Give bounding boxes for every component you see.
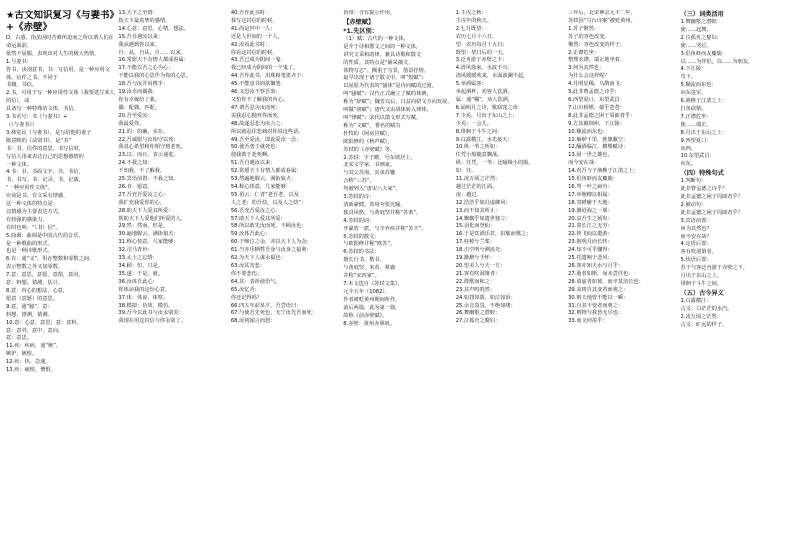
- text-line: 55.语云：仁者“老吾老，以及: [230, 191, 299, 198]
- text-line: 欧阳修的《秋声赋》，: [343, 138, 393, 145]
- text-column-6: [568, 10, 677, 554]
- text-line: 39.吾今以此书与汝永别矣：: [118, 310, 184, 317]
- text-line: 10.纵一苇之所如：: [455, 144, 501, 151]
- text-line: 语带：含有提示作用。: [343, 10, 396, 16]
- text-line: 2.被动句：: [680, 201, 707, 208]
- text-line: 5.举酒属客：: [455, 81, 487, 88]
- text-line: 料想，推测，猜测。: [6, 311, 53, 318]
- text-line: 5.曲调：曲调是中国古代的音乐，: [6, 232, 84, 239]
- text-line: 18.寄蜉蝣于天地：: [568, 199, 613, 206]
- text-line: 68.汝初闻言而怒：: [230, 318, 276, 325]
- text-line: 最早出现于诸子散文中，叫“短赋”；: [343, 75, 427, 82]
- text-column-3: [231, 10, 340, 554]
- text-line: 望：农历每月十五日；: [455, 41, 508, 48]
- text-line: 不知我，不了解我。: [118, 168, 166, 175]
- text-line: 与其父苏洵、其弟苏辙: [343, 170, 396, 177]
- text-line: *1.先区别：: [343, 27, 378, 35]
- text-line: 7.少焉，月出于东山之上：: [455, 112, 518, 119]
- text-line: 3.书名号：书《与妻书》+: [6, 114, 68, 121]
- text-line: 2.凌万顷之茫然：: [680, 313, 722, 320]
- text-line: 苏轼的《赤壁赋》等。: [343, 146, 396, 153]
- text-line: 4.定语后置：: [680, 241, 712, 248]
- text-line: 14.心意：意思，心情，想法。: [118, 25, 189, 32]
- text-line: 15.侣鱼虾而友麋鹿：: [568, 176, 618, 183]
- text-line: 苏子与客泛舟游于赤壁之下。: [680, 265, 748, 272]
- text-line: 24.如怨如慕，如泣如诉：: [455, 294, 516, 301]
- text-line: 52.常愿天下有情人都成眷属：: [230, 168, 302, 175]
- text-line: 2.正襟危坐：: [568, 49, 599, 56]
- text-line: 意：料想，猜测，估计。: [6, 280, 64, 287]
- text-line: 32.司马青衫：: [118, 247, 153, 254]
- text-line: 20.哀吾生之须臾：: [568, 215, 613, 222]
- text-line: 壬戌年的秋天。: [455, 17, 493, 24]
- text-line: 此非孟德之困于周郎者乎？: [680, 194, 743, 201]
- text-line: 51.吾自遇汝以来：: [230, 160, 276, 167]
- text-line: 5.顺流而东也：: [680, 82, 717, 89]
- text-line: 答书，诀别意书。书：写信用，是一种应用文体。信件之书，不同于: [6, 66, 110, 81]
- text-line: 45.不能竟书而欲搁笔：: [230, 81, 286, 88]
- text-line: 此非孟德之困于周郎者乎？: [680, 209, 743, 216]
- text-line: 9.西望夏口：: [680, 137, 712, 144]
- text-line: 你看这封信的时候，: [230, 49, 278, 56]
- text-line: 24.知不可乎骤得：: [568, 247, 613, 254]
- text-line: 17.举匏樽以相属：: [568, 191, 613, 198]
- text-line: 43.吾已成为阴间一鬼：: [230, 57, 286, 64]
- text-line: 4.清风徐来，水波不兴：: [455, 65, 513, 72]
- text-line: 27.吾充吾爱汝之心：: [118, 191, 169, 198]
- text-line: 自：从，自从，自……以来。: [118, 49, 186, 56]
- text-line: （四）特殊句式: [680, 170, 724, 178]
- text-line: （五）古今异义: [680, 289, 724, 297]
- text-line: 嫉妒，嫉恨。: [6, 351, 38, 358]
- text-line: 29.然：然而，但是。: [118, 223, 169, 230]
- text-line: 指天下最真挚的感情，: [118, 17, 171, 24]
- text-line: 独具风格，与黄庭坚并称“苏黄”。: [343, 209, 422, 216]
- text-line: 向东。: [680, 161, 697, 168]
- text-line: 28.助天下人爱其所爱：: [118, 207, 174, 214]
- text-line: 17.桂棹兮兰桨：: [455, 239, 496, 246]
- text-line: 19.汝幸而偶我：: [118, 89, 158, 96]
- text-line: 讲究文采和韵律，兼具诗歌和散文: [343, 51, 422, 58]
- text-line: 与欧阳修并称“欧苏”。: [343, 241, 396, 248]
- text-line: 意：意思。: [6, 335, 32, 342]
- text-line: 人之老；幼吾幼，以及人之幼”：: [230, 199, 307, 206]
- text-line: 农历七月十六日。: [455, 33, 498, 40]
- text-line: 说我忍心抛弃你而死。: [230, 112, 283, 119]
- text-line: 书：书，信件的意思。书写信时，: [6, 145, 84, 152]
- text-line: 叫“骚赋”；汉代正式确立了赋的体例，: [343, 91, 432, 98]
- text-line: 38.模拟：仿效，模仿。: [118, 302, 174, 309]
- text-line: 1.白露横江：: [680, 297, 712, 304]
- text-line: 杜牧的《阿房宫赋》，: [343, 130, 393, 137]
- text-line: 27.逝者如斯，而未尝往也：: [568, 270, 634, 277]
- text-line: 17.不能以吾之心为心：: [118, 65, 174, 72]
- text-line: 49.吾至爱汝，即此爱汝一念：: [230, 136, 302, 143]
- text-line: 10.东望武昌：: [680, 153, 715, 160]
- text-line: 也是一种诗歌形式。: [6, 248, 53, 255]
- text-line: 打鱼砍柴。: [680, 105, 707, 112]
- text-line: 3.泛舟游于赤壁之下：: [455, 57, 508, 64]
- text-line: 叫“律赋”；宋代以散文形式写赋，: [343, 114, 422, 121]
- text-line: 23.抱明月而长终：: [568, 239, 613, 246]
- text-line: 5.状语后置：: [680, 257, 712, 264]
- text-line: 19.渺沧海之一粟：: [568, 207, 613, 214]
- text-line: 5.苏轼的散文：: [343, 233, 380, 240]
- text-line: 36.汝体吾此心：: [118, 278, 158, 285]
- text-line: 古义：白茫茫的水汽。: [680, 305, 733, 312]
- text-line: 62.为天下人谋永福也：: [230, 255, 286, 262]
- text-column-2: [118, 10, 227, 554]
- text-line: 意：意外，意中，意向，: [6, 327, 64, 334]
- text-line: 15.吾自遇汝以来：: [118, 33, 163, 40]
- text-line: 29.盖将自其变者而观之：: [568, 286, 629, 293]
- text-line: 是介于诗和散文之间的一种文体，: [343, 43, 422, 50]
- text-line: 写信人用来表达自己的思想感情的: [6, 153, 84, 160]
- text-line: 任凭小船随意飘荡。: [455, 152, 503, 159]
- text-line: 不能以我的心思作为你的心思。: [118, 73, 192, 80]
- text-line: 书，书写。书：记录，书，记载，: [6, 177, 84, 184]
- text-line: 21.的：的确，实在。: [118, 128, 169, 135]
- text-line: 11.凌万顷之茫然：: [455, 176, 501, 183]
- text-line: 使……端正。: [680, 121, 712, 128]
- text-line: 5.此非曹孟德之诗乎：: [568, 89, 620, 96]
- text-line: 54.称心快意，几家能够：: [230, 183, 291, 190]
- text-line: 你有幸嫁给了我。: [118, 96, 160, 103]
- text-line: 31.称心快意，几家能够：: [118, 239, 179, 246]
- text-line: 具备写一种特殊的文体，书信。: [6, 106, 79, 113]
- text-line: 而今安在哉：: [568, 160, 600, 167]
- text-line: 23.以：而且，表示递进。: [118, 152, 179, 159]
- text-line: 21.客有吹洞箫者：: [455, 270, 501, 277]
- text-line: 如：往。: [455, 168, 477, 175]
- text-line: 24.不我之知：: [118, 160, 153, 167]
- text-line: 42.汝看此书时：: [230, 41, 271, 48]
- text-line: 有较强的感染力。: [6, 216, 48, 223]
- text-line: 28.盈虚者如彼，而卒莫消长也：: [568, 278, 644, 285]
- text-line: 37.体：体谅，体察。: [118, 294, 169, 301]
- text-line: 2.七月既望：: [455, 25, 487, 32]
- text-line: 3.苏轼的诗：: [343, 194, 375, 201]
- text-line: 开豪放一派，与辛弃疾并称“苏辛”。: [343, 225, 427, 232]
- text-line: 三年后，北宋神宗元丰二年，: [568, 10, 636, 16]
- text-line: 8.月出于东山之上：: [680, 129, 727, 136]
- text-line: 应该是书，有文采有情感，: [6, 193, 69, 200]
- text-line: 13.固一世之雄也，: [568, 152, 613, 159]
- text-line: 1.舞幽壑之潜蛟：: [680, 19, 722, 25]
- text-line: 陈意映的《诀别书》，是“书”: [6, 137, 72, 144]
- text-line: 清风缓缓吹来，水面波澜不起。: [455, 73, 529, 80]
- text-line: 元丰五年（1082），: [343, 288, 391, 295]
- text-line: 9.方其破荆州，下江陵：: [568, 120, 625, 127]
- text-line: 22.倚歌而和之：: [455, 278, 496, 285]
- text-line: 10.顺流而东也：: [568, 128, 608, 135]
- text-line: 少焉：一会儿。: [455, 120, 493, 127]
- text-line: 50.使吾勇于就死也：: [230, 144, 281, 151]
- text-line: 越过茫茫的江面。: [455, 183, 498, 190]
- text-line: 向东进军。: [680, 90, 707, 97]
- text-line: 我最爱你。: [118, 120, 145, 127]
- text-line: 8.意：内心的想法、心意，: [6, 288, 69, 294]
- text-line: 33.而又何羡乎：: [568, 318, 608, 325]
- text-line: 25.余音袅袅，不绝如缕：: [455, 302, 516, 309]
- text-column-1: [6, 10, 115, 554]
- text-line: 我扩充我爱你的心。: [118, 199, 166, 206]
- text-line: 依然不屈服，表现出对人生的极大热情。: [6, 50, 100, 57]
- text-line: 又怕你不了解我的内心。: [230, 96, 288, 103]
- text-line: 27.泣孤舟之嫠妇：: [455, 318, 501, 325]
- text-line: 1.壬戌之秋：: [455, 10, 487, 16]
- text-line: 22.吾诚愿与汝相守以死：: [118, 136, 179, 143]
- text-line: 既望：望日后的一天。: [455, 49, 508, 56]
- text-line: （《与妻书》）: [6, 121, 38, 128]
- text-line: 凌：越过。: [455, 191, 482, 198]
- text-line: 均被列入“唐宋八大家”。: [343, 186, 401, 193]
- text-line: 13.而不知其所止：: [455, 207, 501, 214]
- text-line: 26.肯：愿意。: [118, 183, 153, 190]
- text-line: 9.意，通“臆”。意：: [6, 303, 53, 310]
- text-line: 我真心希望和你相守到老死。: [118, 144, 186, 151]
- text-line: 以……为伴侣，以……为朋友。: [680, 58, 754, 65]
- text-line: 这一种文体的特点是：: [6, 201, 58, 208]
- text-line: 你还记得吗？: [230, 294, 262, 301]
- text-line: 清新豪健，善用夸张比喻，: [343, 201, 406, 208]
- text-line: 表示整数之外又加零数。: [6, 264, 64, 271]
- text-line: 6.诵明月之诗，歌窈窕之章：: [455, 104, 523, 111]
- text-line: 12.疾：快、急速。: [6, 359, 51, 366]
- text-line: 作者被贬黄州期间所作。: [343, 296, 401, 303]
- text-line: 21.羡长江之无穷：: [568, 223, 613, 230]
- text-line: 47.谓吾忍舍汝而死：: [230, 104, 281, 111]
- text-line: 苏子的容色改变。: [568, 33, 610, 40]
- text-line: 1.苏子愀然：: [568, 25, 599, 32]
- text-line: 北宋文学家、书画家。: [343, 162, 396, 169]
- text-line: 偶：配偶，匹配。: [118, 104, 160, 111]
- text-line: 63.汝其勿悲：: [230, 263, 266, 269]
- document-title: ★古文知识复习《与妻书》+《赤壁》: [6, 10, 115, 33]
- text-line: 22.挟飞仙以遨游：: [568, 231, 613, 238]
- text-line: 44.吾作此书，泪珠和笔墨齐下：: [230, 73, 307, 80]
- text-line: 古义：旷远的样子。: [680, 321, 728, 328]
- text-line: 12.酾酒临江，横槊赋诗：: [568, 144, 629, 151]
- text-line: 举起酒杯，劝客人饮酒。: [455, 89, 513, 96]
- text-line: 月出于东山之上。: [680, 273, 723, 280]
- text-line: 我写这封信的时候，: [230, 17, 278, 24]
- text-line: 16.于是饮酒乐甚，扣舷而歌之：: [455, 231, 532, 238]
- text-line: 我从遇到你以来。: [118, 41, 160, 48]
- text-line: 9.白露横江，水光接天：: [455, 136, 513, 143]
- text-line: 2.书，可用于写一种应用性文体（我要选写某人的信），或: [6, 90, 115, 105]
- text-line: 64.其：表祈使语气。: [230, 278, 281, 285]
- text-line: 我已经成为阴间的一个鬼了。: [230, 65, 299, 72]
- text-line: 6.西望夏口，东望武昌：: [568, 96, 625, 103]
- text-line: 有时也叫：“（书）信”。: [6, 224, 61, 231]
- text-line: 53.然遍地腥云，满街狼犬：: [230, 176, 297, 183]
- text-line: 4.书：书，书面文字。书，书信，: [6, 169, 84, 176]
- text-line: 4.月明星稀，乌鹊南飞：: [568, 81, 625, 88]
- text-line: 以屈原为代表的“骚体”是诗向赋的过渡，: [343, 83, 437, 90]
- text-line: 18.击空明兮溯流光：: [455, 247, 506, 254]
- text-line: 与黄庭坚、米芾、蔡襄: [343, 265, 396, 272]
- text-line: 我现在用这封信与你永别了。: [118, 318, 186, 325]
- text-line: 48.故遂忍悲为汝言之：: [230, 120, 286, 127]
- text-line: 书籍，书信。: [6, 82, 38, 89]
- text-line: 18.吾与汝并肩携手：: [118, 81, 169, 88]
- text-line: 32.则物与我皆无尽也：: [568, 310, 624, 317]
- text-line: 30.遍地腥云，满街狼犬：: [118, 231, 179, 238]
- text-line: 31.自其不变者而观之：: [568, 302, 624, 309]
- text-line: 13.天下之至情：: [118, 10, 158, 16]
- text-column-7: [681, 10, 790, 554]
- text-line: 20.吾至爱汝：: [118, 112, 153, 119]
- text-line: （三）词类活用: [680, 11, 724, 18]
- text-line: 使……哭泣。: [680, 42, 712, 49]
- text-line: 1.判断句：: [680, 178, 707, 185]
- text-line: 【赤壁赋】: [343, 18, 375, 26]
- text-line: 60.于啼泣之余，亦以天下人为念：: [230, 239, 312, 246]
- text-line: 11.疾：疾病，通“嫉”，: [6, 343, 62, 350]
- text-line: 16.常愿天下有情人都成眷属：: [118, 57, 189, 64]
- text-line: 11.舳舻千里，旌旗蔽空：: [568, 136, 629, 143]
- text-line: 苏轼因“乌台诗案”被贬黄州。: [568, 17, 636, 24]
- text-line: 帮助天下人爱他们所爱的人。: [118, 215, 186, 222]
- text-line: 体物写志”。侧重于写景，借景抒情。: [343, 67, 429, 74]
- text-line: 为什么会这样呢？: [568, 73, 610, 80]
- text-line: 1.与妻书：: [6, 58, 32, 65]
- text-line: 叫做“骈赋”；唐代又由骈体转入律体，: [343, 107, 432, 114]
- text-line: 59.汝体吾此心：: [230, 231, 271, 238]
- text-line: 整理衣襟，端正地坐着。: [568, 57, 626, 64]
- text-line: 16.驾一叶之扁舟：: [568, 183, 613, 190]
- text-line: 41.尚是世中一人：: [230, 25, 276, 32]
- text-line: 合称“三苏”，: [343, 178, 375, 185]
- text-line: 19.渺渺兮予怀：: [455, 255, 496, 262]
- text-line: 14.飘飘乎如遗世独立：: [455, 215, 511, 222]
- text-line: 25.宾语前置：不我之知。: [118, 176, 179, 183]
- text-line: 23.其声呜呜然：: [455, 286, 496, 293]
- text-line: 35.遂：于是，就。: [118, 270, 163, 277]
- text-line: 13.疾：痛恨，憎恨。: [6, 367, 56, 374]
- text-line: 40.吾作此书时：: [230, 10, 271, 16]
- text-line: 7.正襟危坐：: [680, 113, 712, 120]
- text-line: 此非曹孟德之诗乎？: [680, 186, 728, 193]
- text-line: 是一种歌曲的形式，: [6, 240, 53, 247]
- text-line: 8.徘徊于斗牛之间：: [455, 128, 503, 135]
- text-line: 6.苏轼的书法：: [343, 249, 380, 256]
- text-line: 一种文体。: [6, 161, 32, 168]
- text-line: 并称“宋四家”。: [343, 273, 380, 280]
- text-line: （1）赋：古代的一种文体，: [343, 35, 409, 42]
- text-line: 徘徊于斗牛之间。: [680, 281, 723, 287]
- text-line: 3.何为其然也：: [568, 65, 605, 72]
- text-line: 7.本文选自《苏轼文集》，: [343, 281, 403, 287]
- text-line: 擅长行书、楷书，: [343, 257, 385, 264]
- text-line: 15.羽化而登仙：: [455, 223, 496, 230]
- text-line: 你不要悲伤。: [230, 270, 262, 277]
- text-line: 3.宾语前置：: [680, 217, 712, 224]
- text-line: 20.望美人兮天一方：: [455, 263, 506, 269]
- text-line: 前后两篇，此为第一篇，: [343, 304, 401, 311]
- text-line: 3.林觉民（与妻书），是写给他的妻子: [6, 129, 92, 136]
- text-line: 66.四五年前某夕，吾尝语曰：: [230, 302, 302, 309]
- text-line: 12.浩浩乎如冯虚御风：: [455, 199, 511, 206]
- text-line: 26.舞幽壑之潜蛟：: [455, 310, 501, 317]
- text-line: 26.客亦知夫水与月乎：: [568, 263, 624, 269]
- text-line: 8.赤壁：黄州赤鼻矶。: [343, 320, 395, 327]
- text-line: “一种应用性文体”，: [6, 185, 53, 192]
- text-line: 故称《前赤壁赋》。: [343, 312, 388, 319]
- text-line: 的性质。其特点是“铺采摛文，: [343, 59, 414, 66]
- text-line: 2.泣孤舟之嫠妇：: [680, 34, 722, 41]
- text-line: 6.渔樵于江渚之上：: [680, 98, 727, 105]
- text-line: 56.吾充吾爱汝之心：: [230, 207, 281, 214]
- text-columns: [6, 10, 790, 554]
- text-line: 8.此非孟德之困于周郎者乎：: [568, 112, 636, 119]
- text-line: 30.则天地曾不能以一瞬：: [568, 294, 629, 301]
- text-line: 攻下。: [680, 74, 697, 81]
- text-line: 纵：任凭。一苇：比喻极小的船。: [455, 160, 534, 167]
- text-line: 属：通“嘱”，劝人饮酒。: [455, 96, 513, 103]
- text-line: 67.与使吾先死也，无宁汝先吾而死：: [230, 310, 317, 317]
- text-line: 称为“辞赋”；魏晋以后，日益向骈文方向发展，: [343, 99, 453, 106]
- text-line: 你体谅我的这份心意。: [118, 286, 171, 293]
- text-line: 称为“文赋”。著名的赋有: [343, 122, 401, 129]
- text-line: 10.意：心意，意思；意：意料，: [6, 319, 82, 326]
- text-line: 愿意（意愿）的意思。: [6, 295, 58, 302]
- text-line: 14.况吾与子渔樵于江渚之上：: [568, 168, 639, 175]
- text-line: 所以就忍住悲痛对你说这些话。: [230, 128, 304, 135]
- text-line: 愀然：容色改变的样子。: [568, 41, 626, 48]
- text-line: 4.苏轼的词：: [343, 217, 375, 224]
- text-line: 2.苏轼：字子瞻，号东坡居士，: [343, 154, 416, 161]
- text-line: D．古惑，指虽因时苦难所迫而之所以谓人们在命运面前，: [6, 35, 114, 49]
- text-line: 34.顾：但，只是。: [118, 263, 163, 269]
- text-line: 65.汝忆否：: [230, 286, 260, 293]
- text-line: 7.山川相缪，郁乎苍苍：: [568, 104, 625, 111]
- text-line: 向西。: [680, 145, 697, 152]
- text-line: 使我敢于赴死啊。: [230, 152, 273, 159]
- text-line: 客有吹洞箫者。: [680, 249, 717, 256]
- text-line: 7.意：意思，意愿，意图，意向。: [6, 272, 84, 279]
- text-line: 使……起舞。: [680, 26, 712, 33]
- text-line: 61.当亦乐牺牲吾身与汝身之福利：: [230, 247, 312, 254]
- text-column-4: [343, 10, 452, 554]
- text-line: 还是人世间的一个人，: [230, 33, 283, 40]
- text-line: 57.助天下人爱其所爱：: [230, 215, 286, 222]
- text-line: 25.托遗响于悲风：: [568, 255, 613, 262]
- text-line: 而今安在哉？: [680, 233, 712, 240]
- text-line: 46.又恐汝不察吾衷：: [230, 89, 281, 96]
- text-line: 3.侣鱼虾而友麋鹿：: [680, 50, 727, 57]
- text-line: 何为其然也？: [680, 225, 712, 232]
- text-line: 4.下江陵：: [680, 66, 707, 73]
- text-column-5: [456, 10, 565, 554]
- text-line: 33.太上之忘情：: [118, 255, 158, 262]
- text-line: 6.有：通“又”，用在整数和零数之间，: [6, 256, 95, 263]
- text-line: 以情感为主要表达方式，: [6, 208, 64, 215]
- text-line: 58.所以敢先汝而死，不顾汝也：: [230, 223, 307, 230]
